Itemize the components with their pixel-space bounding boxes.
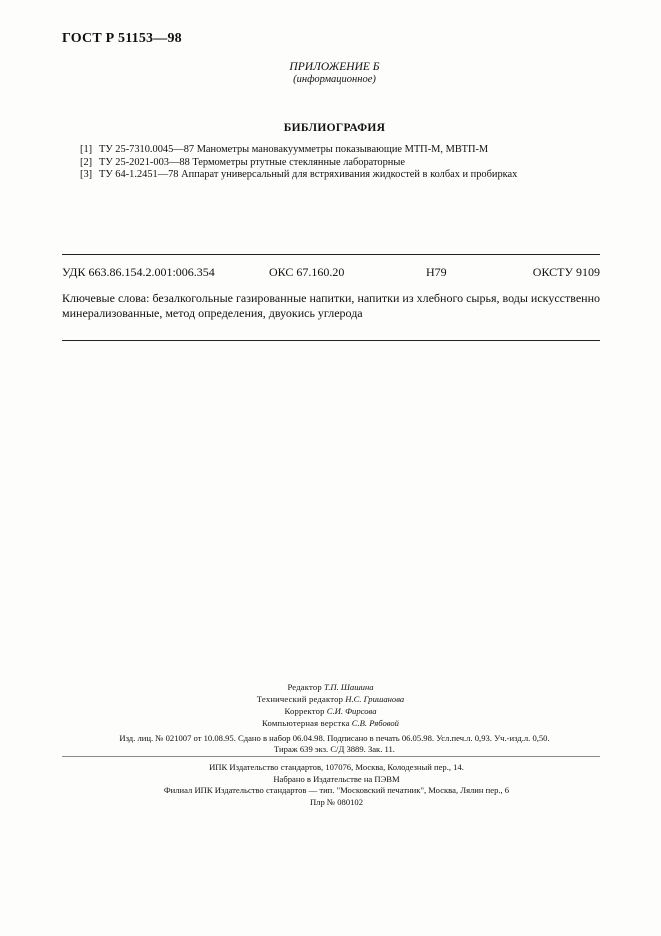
credit-line (0, 693, 661, 705)
credit-role: Корректор (284, 706, 325, 716)
publication-details-line: Изд. лиц. № 021007 от 10.08.95. Сдано в набор 06.04.98. Подписано в печать 06.05.98. Усл.печ.л. 0,93. Уч.-изд.л. 0,50. (119, 733, 550, 743)
imprint-line: Плр № 080102 (309, 796, 364, 807)
bibliography-item-text: ТУ 64-1.2451—78 Аппарат универсальный для встряхивания жидкостей в колбах и пробирках (99, 169, 518, 180)
top-divider (62, 254, 600, 255)
credit-role: Технический редактор (256, 694, 344, 704)
keywords: Ключевые слова: безалкогольные газированные напитки, напитки из хлебного сырья, воды искусственно минерализованные, метод определения, двуокись углерода (62, 291, 600, 320)
credit-person: С.И. Фирсова (326, 706, 377, 716)
bibliography-item-number: [1] (80, 144, 93, 155)
credit-role: Редактор (287, 682, 322, 692)
credit-person: С.В. Рябовой (351, 718, 399, 728)
udk-code: УДК 663.86.154.2.001:006.354 (62, 265, 215, 279)
bibliography-item (80, 169, 620, 182)
credit-role: Компьютерная верстка (262, 718, 350, 728)
bibliography-item-number: [3] (80, 169, 93, 180)
classification-row (62, 265, 600, 281)
bibliography-title: БИБЛИОГРАФИЯ (283, 122, 386, 134)
bibliography-item (80, 144, 620, 157)
bibliography-list (80, 144, 620, 182)
bibliography-item-number: [2] (80, 156, 93, 168)
group-code: Н79 (426, 265, 447, 279)
bibliography-item (80, 157, 620, 170)
print-run-line: Тираж 639 экз. С/Д 3889. Зак. 11. (274, 744, 395, 754)
standard-code: ГОСТ Р 51153—98 (62, 31, 182, 46)
credit-person: Т.П. Шашина (324, 682, 374, 692)
credit-person: Н.С. Гришанова (345, 694, 405, 704)
imprint-line: Набрано в Издательстве на ПЭВМ (273, 773, 400, 784)
appendix-title: ПРИЛОЖЕНИЕ Б (289, 61, 380, 73)
credit-line (0, 717, 661, 729)
oks-code: ОКС 67.160.20 (269, 265, 345, 279)
credit-line (0, 681, 661, 693)
imprint-line: Филиал ИПК Издательство стандартов — тип. "Московский печатник", Москва, Лялин пер., 6 (163, 785, 510, 795)
credits-block (0, 681, 661, 729)
imprint-divider (62, 756, 600, 757)
bibliography-item-text: ТУ 25-7310.0045—87 Манометры мановакуумметры показывающие МТП-М, МВТП-М (99, 144, 489, 155)
bibliography-item-text: ТУ 25-2021-003—88 Термометры ртутные стеклянные лабораторные (99, 156, 405, 168)
bottom-divider (62, 340, 600, 341)
imprint-block (0, 762, 661, 808)
okstu-code: ОКСТУ 9109 (532, 265, 600, 279)
appendix-subtitle: (информационное) (293, 74, 376, 85)
imprint-line: ИПК Издательство стандартов, 107076, Москва, Колодезный пер., 14. (209, 762, 464, 772)
credit-line (0, 705, 661, 717)
